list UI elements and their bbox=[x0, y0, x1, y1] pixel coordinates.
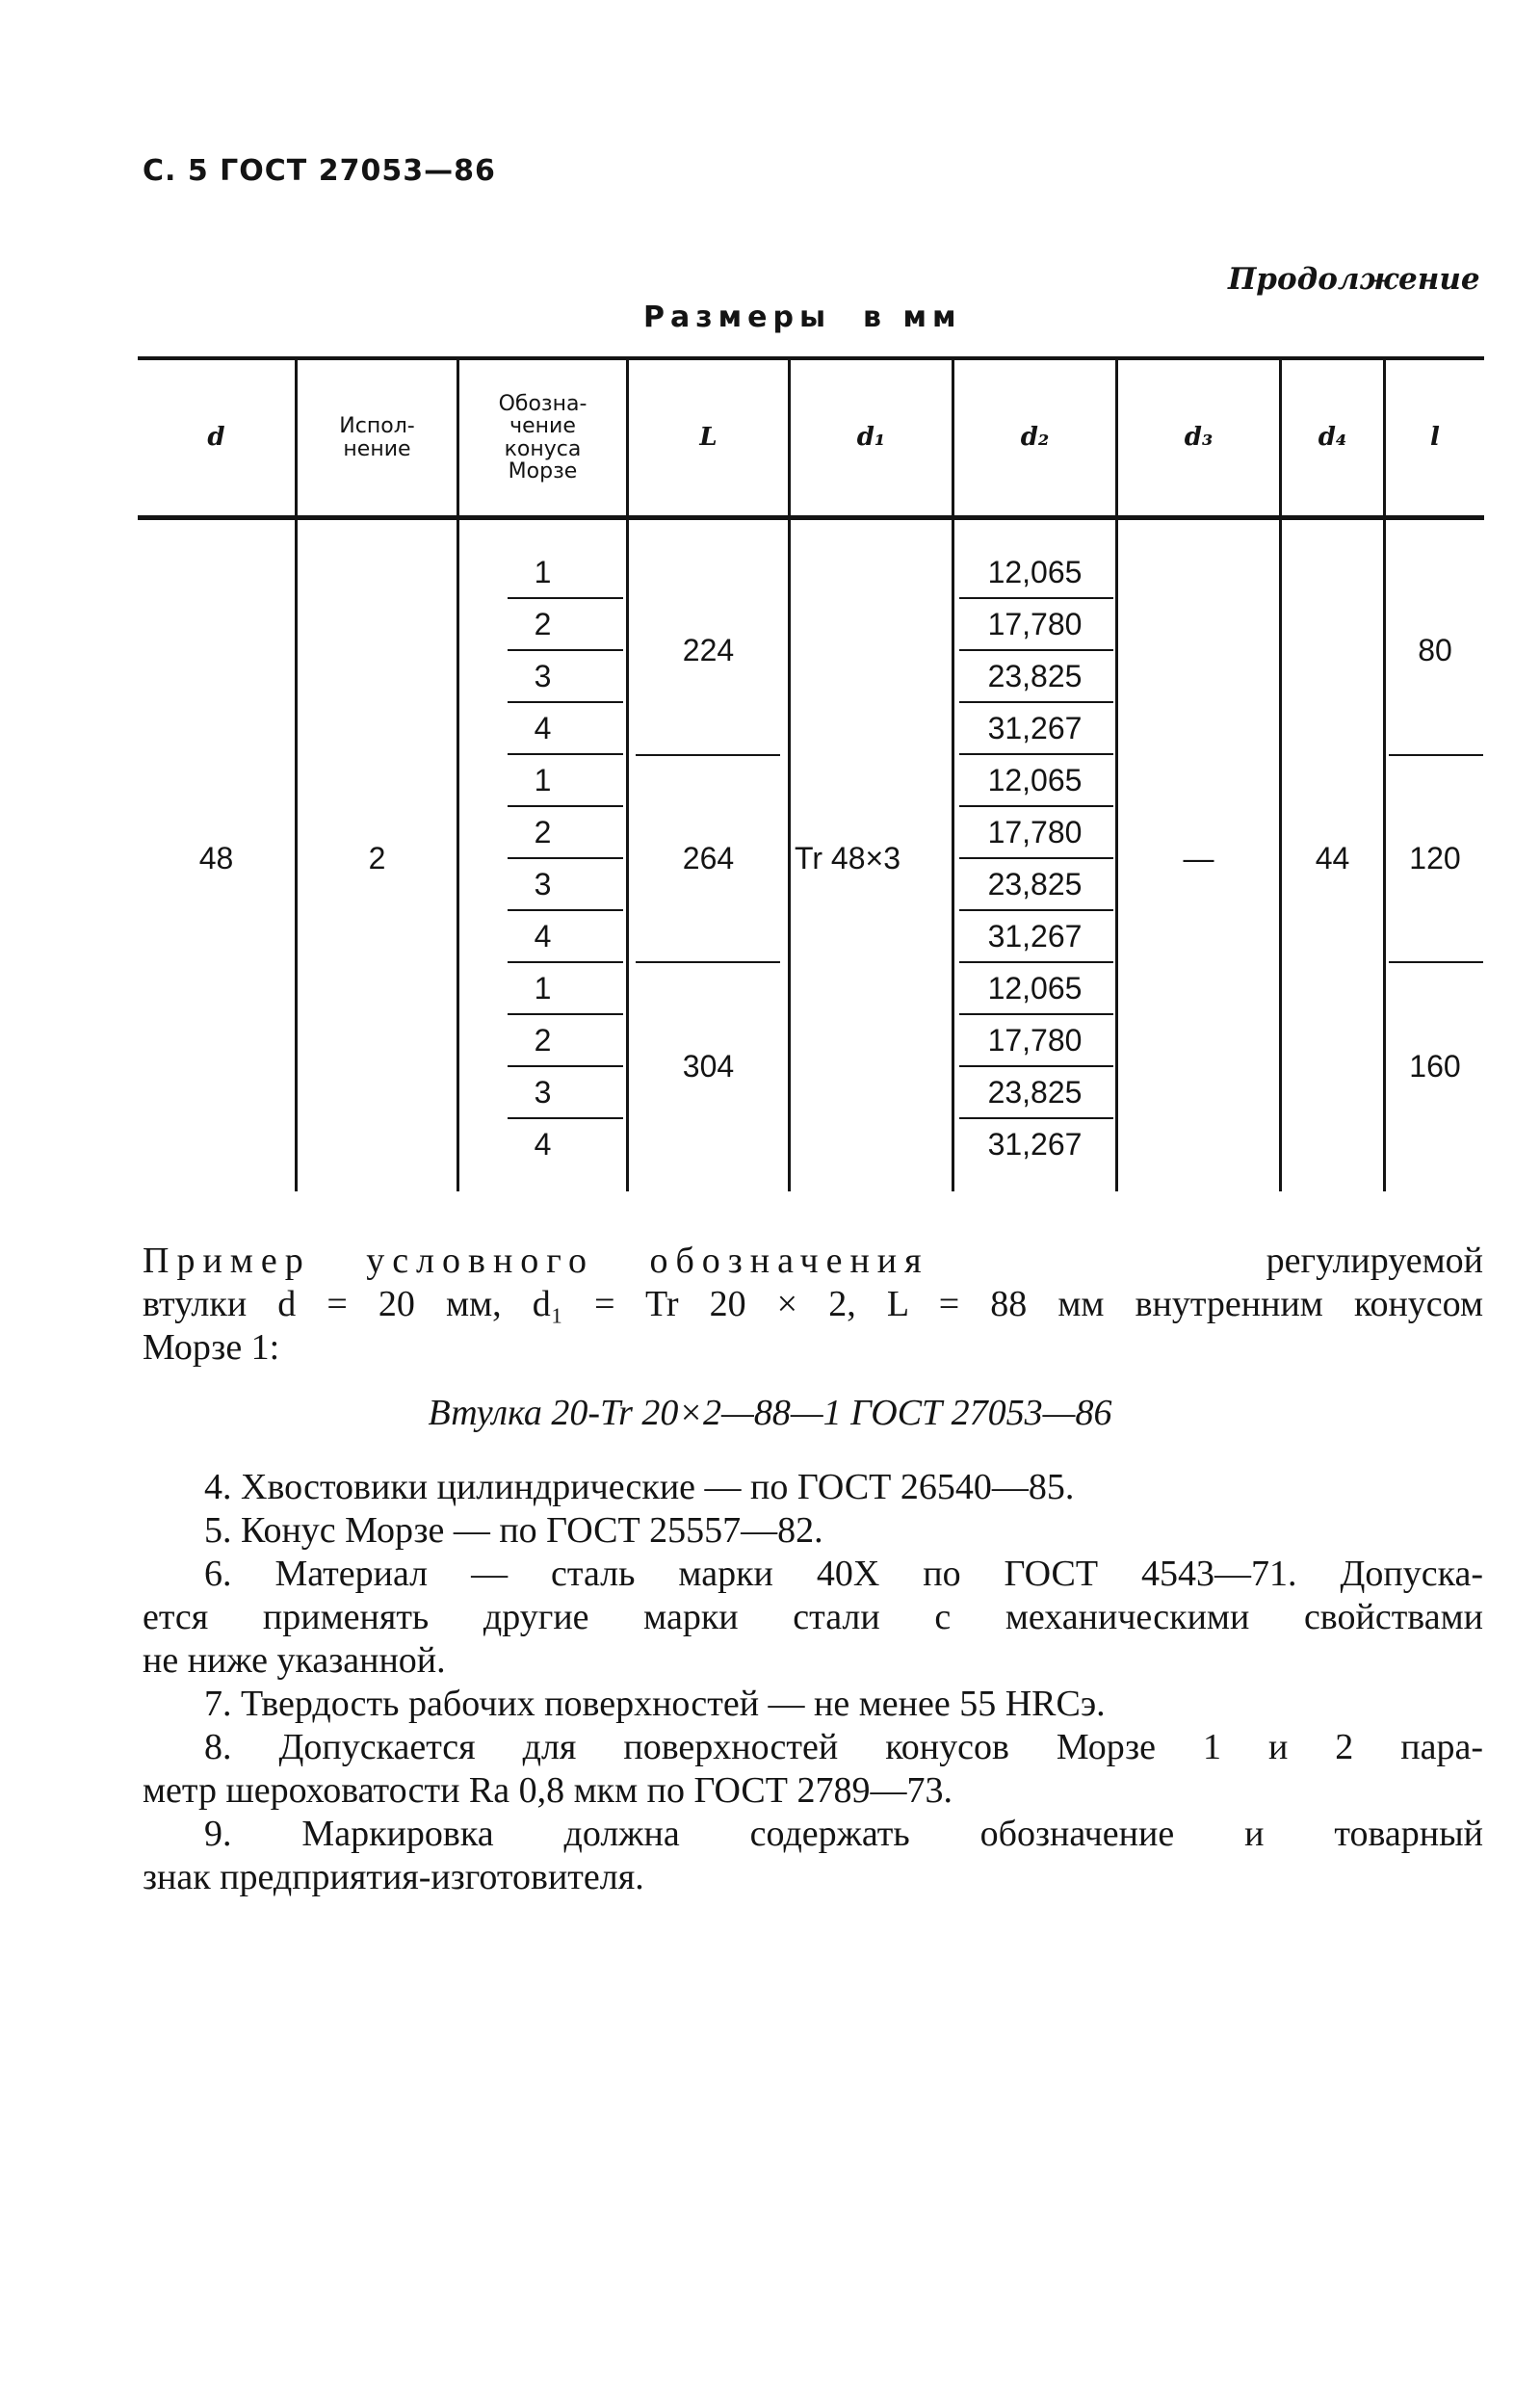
item-6-line-1: 6. Материал — сталь марки 40Х по ГОСТ 4543—71. Допуска- bbox=[204, 1554, 1483, 1594]
cell-d4: 44 bbox=[1315, 840, 1350, 875]
cell-l: 160 bbox=[1409, 1048, 1461, 1084]
cell-morse: 2 bbox=[534, 606, 552, 641]
cell-l: 120 bbox=[1409, 841, 1461, 875]
example-designation: Втулка 20-Tr 20×2—88—1 ГОСТ 27053—86 bbox=[428, 1393, 1112, 1433]
example-line-3: Морзе 1: bbox=[143, 1327, 280, 1368]
cell-d2: 31,267 bbox=[987, 918, 1083, 954]
cell-morse: 1 bbox=[534, 554, 552, 589]
example-line-2: втулки d = 20 мм, d₁ = Tr 20 × 2, L = 88 мм внутренним конусом bbox=[143, 1284, 1483, 1324]
cell-L: 224 bbox=[682, 633, 735, 667]
cell-L: 264 bbox=[682, 841, 735, 875]
example-lead: Пример условного обозначения bbox=[143, 1241, 929, 1281]
header-ispolnenie-line: Испол- bbox=[339, 414, 415, 439]
cell-morse: 4 bbox=[534, 1126, 552, 1162]
header-ispolnenie-line: нение bbox=[343, 436, 411, 461]
cell-l: 80 bbox=[1418, 633, 1452, 667]
cell-morse: 3 bbox=[534, 658, 552, 693]
cell-d3: — bbox=[1183, 840, 1214, 875]
cell-d2: 17,780 bbox=[987, 1022, 1083, 1058]
item-4: 4. Хвостовики цилиндрические — по ГОСТ 26540—85. bbox=[204, 1467, 1075, 1507]
cell-morse: 3 bbox=[534, 1074, 552, 1110]
cell-L: 304 bbox=[682, 1048, 735, 1084]
item-6-line-3: не ниже указанной. bbox=[143, 1640, 446, 1681]
header-oboznachenie-line: чение bbox=[509, 414, 576, 439]
table-header-rule bbox=[138, 515, 1484, 520]
units-label: Размеры в мм bbox=[643, 300, 962, 334]
header-oboznachenie bbox=[459, 360, 626, 515]
item-9-line-2: знак предприятия-изготовителя. bbox=[143, 1857, 644, 1897]
header-L: L bbox=[699, 422, 718, 452]
cell-d2: 12,065 bbox=[987, 762, 1083, 797]
cell-d2: 23,825 bbox=[987, 1074, 1083, 1110]
cell-d2: 31,267 bbox=[987, 1126, 1083, 1162]
cell-d2: 12,065 bbox=[987, 970, 1083, 1006]
cell-d1: Tr 48×3 bbox=[795, 840, 901, 875]
header-oboznachenie-line: Обозна- bbox=[498, 392, 587, 417]
cell-morse: 1 bbox=[534, 970, 552, 1006]
cell-d2: 23,825 bbox=[987, 866, 1083, 902]
continued-label: Продолжение bbox=[1228, 262, 1480, 297]
page-header-code: С. 5 ГОСТ 27053—86 bbox=[143, 154, 496, 188]
cell-d2: 23,825 bbox=[987, 658, 1083, 693]
item-8-line-2: метр шероховатости Ra 0,8 мкм по ГОСТ 2789—73. bbox=[143, 1770, 953, 1811]
item-7: 7. Твердость рабочих поверхностей — не менее 55 HRCэ. bbox=[204, 1684, 1106, 1724]
header-d4: d₄ bbox=[1318, 422, 1347, 452]
header-l: l bbox=[1430, 422, 1440, 452]
header-d3: d₃ bbox=[1184, 422, 1214, 452]
item-6-line-2: ется применять другие марки стали с механическими свойствами bbox=[143, 1597, 1483, 1637]
cell-morse: 3 bbox=[534, 866, 552, 902]
cell-d: 48 bbox=[198, 840, 234, 875]
cell-d2: 31,267 bbox=[987, 710, 1083, 745]
cell-d2: 12,065 bbox=[987, 554, 1083, 589]
cell-morse: 4 bbox=[534, 710, 552, 745]
cell-morse: 2 bbox=[534, 1022, 552, 1058]
header-oboznachenie-line: Морзе bbox=[508, 458, 578, 483]
cell-ispolnenie: 2 bbox=[368, 840, 386, 875]
cell-morse: 2 bbox=[534, 814, 552, 849]
cell-morse: 1 bbox=[534, 762, 552, 797]
header-d2: d₂ bbox=[1020, 422, 1050, 452]
cell-d2: 17,780 bbox=[987, 814, 1083, 849]
item-9-line-1: 9. Маркировка должна содержать обозначение и товарный bbox=[204, 1814, 1483, 1854]
example-line-1 bbox=[143, 1241, 1483, 1282]
example-lead-rest: регулируемой bbox=[1266, 1241, 1483, 1281]
header-d1: d₁ bbox=[856, 422, 886, 452]
header-d: d bbox=[207, 422, 225, 452]
cell-morse: 4 bbox=[534, 918, 552, 954]
cell-d2: 17,780 bbox=[987, 606, 1083, 641]
header-oboznachenie-line: конуса bbox=[504, 436, 582, 461]
item-8-line-1: 8. Допускается для поверхностей конусов Морзе 1 и 2 пара- bbox=[204, 1727, 1483, 1767]
item-5: 5. Конус Морзе — по ГОСТ 25557—82. bbox=[204, 1510, 823, 1551]
header-ispolnenie bbox=[298, 360, 457, 515]
